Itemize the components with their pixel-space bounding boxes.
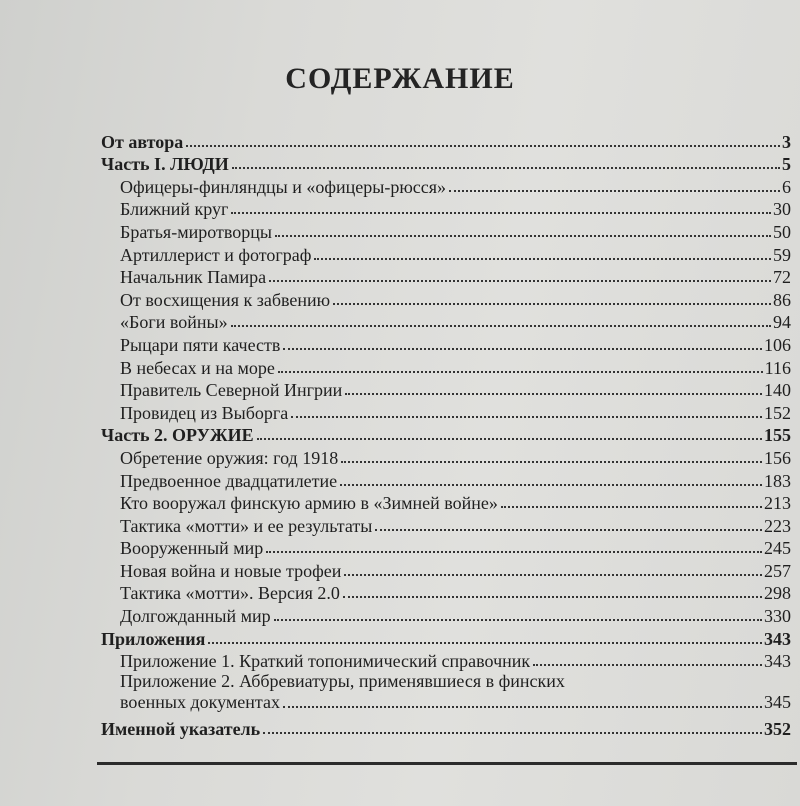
toc-entry-label: Провидец из Выборга [120, 402, 289, 423]
toc-entry [101, 265, 791, 288]
leader-dots [266, 551, 762, 553]
leader-dots [344, 574, 762, 576]
toc-page-number: 3 [782, 131, 791, 152]
toc-page-number: 330 [764, 606, 791, 627]
toc-page-number: 152 [764, 402, 791, 423]
toc-page-number: 72 [773, 267, 791, 288]
toc-page-number: 140 [764, 380, 791, 401]
toc-page-number: 223 [764, 515, 791, 536]
toc-page-number: 155 [764, 425, 791, 446]
toc-page-number: 213 [764, 493, 791, 514]
toc-entry-label: Ближний круг [120, 199, 229, 220]
toc-entry-label: Приложение 1. Краткий топонимический справочник [120, 651, 531, 672]
leader-dots [257, 438, 762, 440]
leader-dots [263, 732, 762, 734]
toc-entry-label: Приложение 2. Аббревиатуры, применявшиеся в финских [120, 671, 565, 692]
toc-entry-label: Офицеры-финляндцы и «офицеры-рюсся» [120, 176, 447, 197]
leader-dots [278, 371, 763, 373]
toc-entry-label: Рыцари пяти качеств [120, 334, 281, 355]
leader-dots [231, 212, 771, 214]
toc-entry-label: Артиллерист и фотограф [120, 244, 312, 265]
toc-entry-label: Долгожданный мир [120, 606, 271, 627]
toc-entry [101, 445, 791, 468]
toc-page-number: 86 [773, 289, 791, 310]
toc-part-entry [101, 129, 791, 152]
page-title: СОДЕРЖАНИЕ [285, 62, 515, 95]
toc-entry-label: Кто вооружал финскую армию в «Зимней войне» [120, 493, 498, 514]
toc-entry-label: В небесах и на море [120, 357, 275, 378]
toc-entry-label: Часть I. ЛЮДИ [101, 154, 229, 175]
leader-dots [274, 619, 762, 621]
toc-page-number: 245 [764, 538, 791, 559]
toc-entry-label: Братья-миротворцы [120, 221, 272, 242]
toc-entry [101, 400, 791, 423]
toc-entry [101, 603, 791, 626]
leader-dots [232, 167, 780, 169]
toc-entry [101, 558, 791, 581]
toc-page-number: 298 [764, 583, 791, 604]
toc-page-number: 5 [782, 154, 791, 175]
toc-entry [101, 491, 791, 514]
toc-part-entry [101, 152, 791, 175]
toc-page-number: 94 [773, 312, 791, 333]
toc-page-number: 50 [773, 221, 791, 242]
toc-entry-label: Обретение оружия: год 1918 [120, 447, 339, 468]
toc-entry [101, 581, 791, 604]
leader-dots [449, 190, 780, 192]
leader-dots [340, 484, 762, 486]
toc-entry-label: Правитель Северной Ингрии [120, 380, 343, 401]
toc-page-number: 257 [764, 560, 791, 581]
toc-entry-label: Именной указатель [101, 718, 261, 739]
toc-entry [101, 242, 791, 265]
leader-dots [283, 706, 762, 708]
leader-dots [343, 596, 762, 598]
toc-entry [101, 332, 791, 355]
toc-entry-label: Новая война и новые трофеи [120, 560, 342, 581]
toc-entry [101, 219, 791, 242]
toc-page-number: 156 [764, 447, 791, 468]
leader-dots [345, 393, 762, 395]
leader-dots [341, 461, 762, 463]
toc-entry-label: От автора [101, 131, 184, 152]
leader-dots [333, 303, 771, 305]
leader-dots [314, 258, 771, 260]
toc-part-entry [101, 423, 791, 446]
bottom-rule [97, 762, 797, 765]
toc-entry-label: Вооруженный мир [120, 538, 264, 559]
leader-dots [291, 416, 762, 418]
toc-entry-label: Тактика «мотти». Версия 2.0 [120, 583, 340, 604]
toc-entry [101, 287, 791, 310]
toc-entry [101, 174, 791, 197]
toc-entry [101, 355, 791, 378]
toc-entry-label: Часть 2. ОРУЖИЕ [101, 425, 254, 446]
toc-entry [101, 649, 791, 672]
toc-page-number: 183 [764, 470, 791, 491]
toc-entry-label: «Боги войны» [120, 312, 228, 333]
leader-dots [208, 642, 762, 644]
leader-dots [533, 664, 762, 666]
toc-entry [101, 671, 791, 716]
leader-dots [186, 145, 780, 147]
toc-entry-label: Приложения [101, 628, 206, 649]
toc-page-number: 352 [764, 718, 791, 739]
table-of-contents [101, 129, 791, 739]
toc-entry [101, 310, 791, 333]
toc-entry [101, 197, 791, 220]
toc-entry [101, 378, 791, 401]
toc-entry [101, 536, 791, 559]
toc-entry-label: От восхищения к забвению [120, 289, 331, 310]
toc-part-entry [101, 716, 791, 739]
leader-dots [275, 235, 771, 237]
toc-entry-label-continued: военных документах [120, 692, 280, 713]
leader-dots [283, 348, 762, 350]
toc-page-number: 343 [764, 651, 791, 672]
toc-page-number: 30 [773, 199, 791, 220]
toc-entry [101, 513, 791, 536]
leader-dots [501, 506, 762, 508]
toc-page-number: 116 [764, 357, 791, 378]
leader-dots [231, 325, 771, 327]
leader-dots [269, 280, 771, 282]
toc-page-number: 345 [764, 692, 791, 713]
toc-page-number: 6 [782, 176, 791, 197]
toc-entry [101, 468, 791, 491]
toc-entry-label: Начальник Памира [120, 267, 267, 288]
toc-page-number: 59 [773, 244, 791, 265]
toc-entry-label: Тактика «мотти» и ее результаты [120, 515, 373, 536]
toc-page-number: 343 [764, 628, 791, 649]
leader-dots [375, 529, 762, 531]
toc-entry-label: Предвоенное двадцатилетие [120, 470, 338, 491]
toc-part-entry [101, 626, 791, 649]
toc-page-number: 106 [764, 334, 791, 355]
